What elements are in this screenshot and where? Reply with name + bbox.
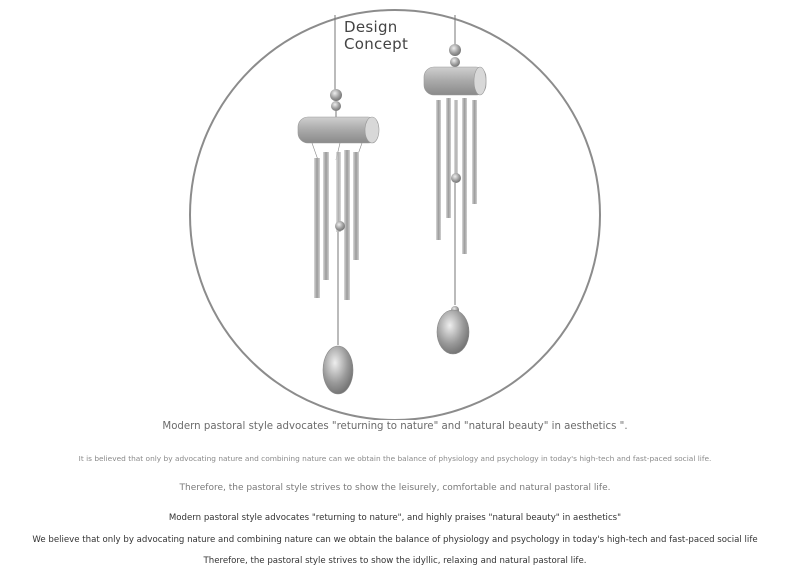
design-concept-title	[344, 19, 408, 53]
frame-circle	[190, 10, 600, 420]
body-text-line-1: Modern pastoral style advocates "returning to nature", and highly praises "natural beauty" in aesthetics"	[168, 513, 622, 523]
title-line-1: Design	[344, 18, 398, 36]
intro-text-line-1: Modern pastoral style advocates "returning to nature" and "natural beauty" in aesthetics ".	[162, 421, 628, 432]
left-wind-chime	[298, 15, 379, 394]
body-text-line-2: We believe that only by advocating nature and combining nature can we obtain the balance of physiology and psychology in today's high-tech and fast-paced social life	[32, 535, 758, 545]
intro-text-line-3: Therefore, the pastoral style strives to show the leisurely, comfortable and natural pastoral life.	[179, 483, 611, 493]
right-wind-chime	[424, 15, 486, 354]
body-text-line-3: Therefore, the pastoral style strives to show the idyllic, relaxing and natural pastoral life.	[203, 556, 587, 566]
intro-text-line-2: It is believed that only by advocating nature and combining nature can we obtain the balance of physiology and psychology in today's high-tech and fast-paced social life.	[78, 454, 712, 463]
title-line-2: Concept	[344, 35, 409, 53]
